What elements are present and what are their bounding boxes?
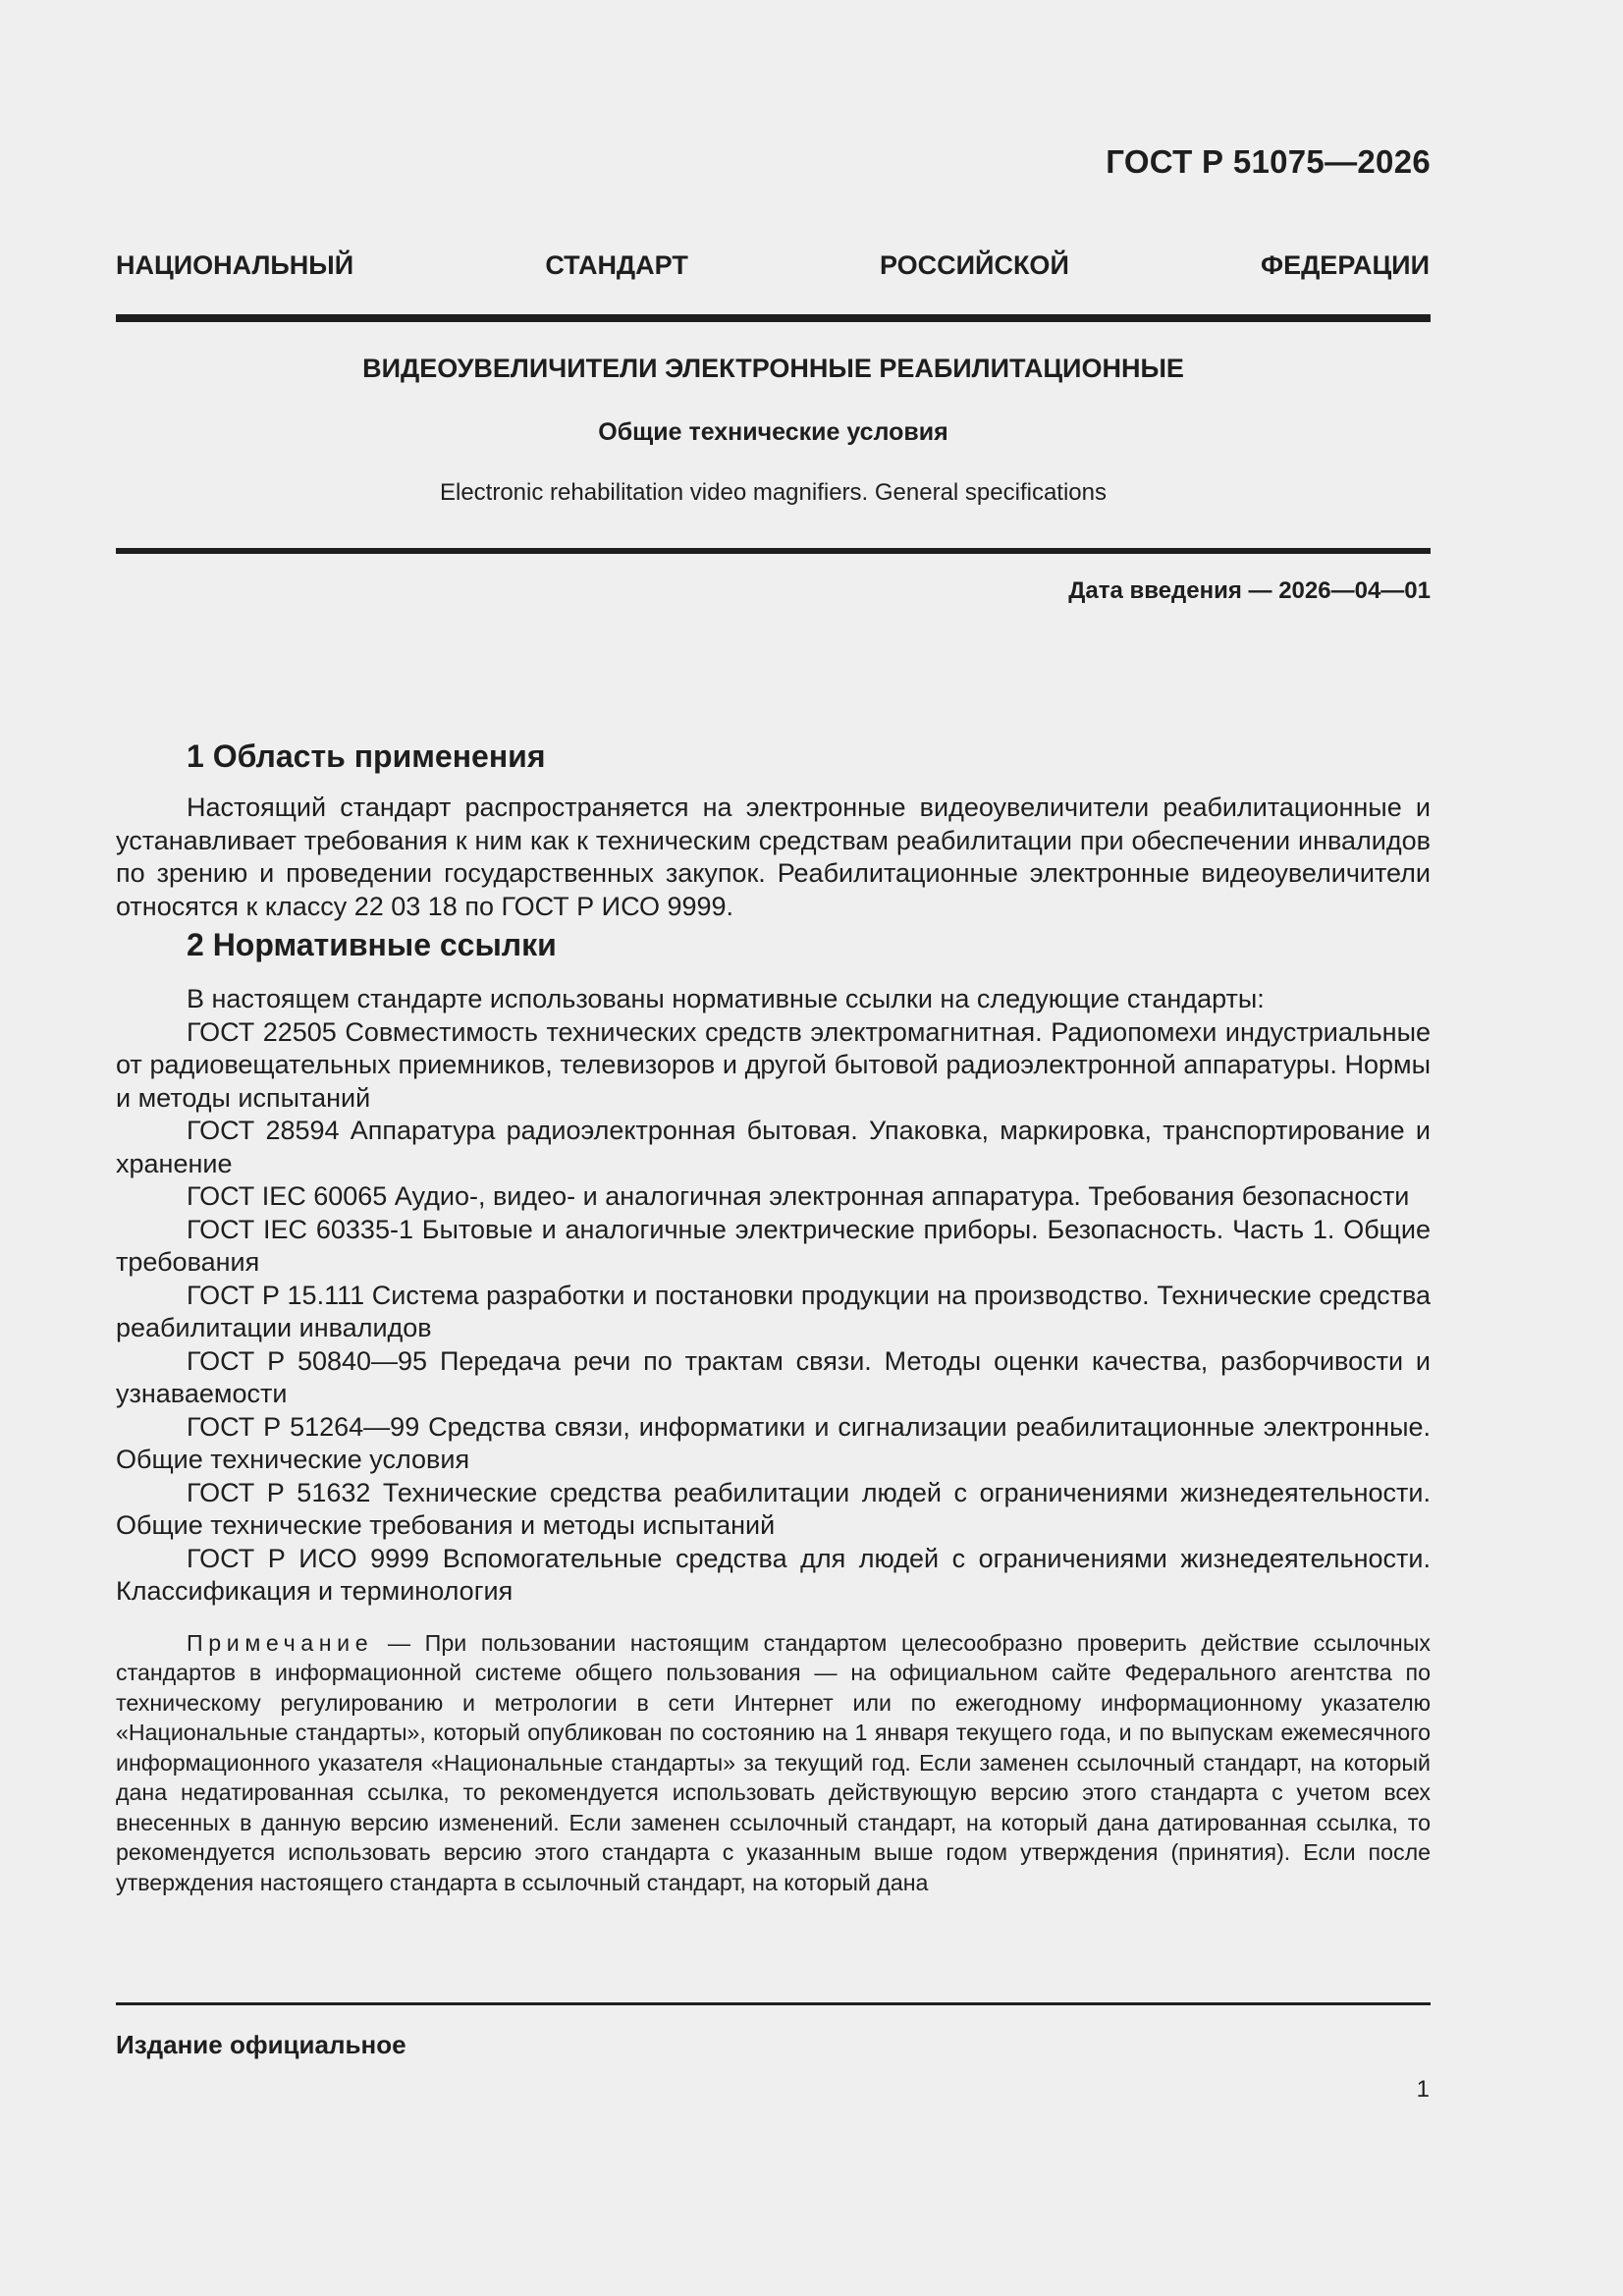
section-heading-scope: 1 Область применения — [187, 738, 546, 774]
paragraph: Настоящий стандарт распространяется на электронные видеоувеличители реабилитационные и устанавливает требования к ним как к техническим средствам реабилитации при обеспечении инвалидов по зрению и проведении государственных закупок. Реабилитационные электронные видеоувеличители относятся к классу 22 03 18 по ГОСТ Р ИСО 9999. — [116, 793, 1431, 921]
reference-item: ГОСТ Р 51264—99 Средства связи, информатики и сигнализации реабилитационные электронные. Общие технические условия — [116, 1411, 1431, 1474]
standard-number: ГОСТ Р 51075—2026 — [1106, 143, 1431, 180]
paragraph: В настоящем стандарте использованы нормативные ссылки на следующие стандарты: — [187, 984, 1265, 1013]
section-heading-normative-references: 2 Нормативные ссылки — [187, 927, 557, 962]
reference-item: ГОСТ Р 15.111 Система разработки и постановки продукции на производство. Технические средства реабилитации инвалидов — [116, 1280, 1431, 1342]
title-divider — [116, 548, 1431, 554]
document-english-title: Electronic rehabilitation video magnifiers. General specifications — [439, 479, 1107, 506]
reference-item: ГОСТ Р 50840—95 Передача речи по трактам связи. Методы оценки качества, разборчивости и узнаваемости — [116, 1345, 1431, 1408]
reference-item: ГОСТ IEC 60335-1 Бытовые и аналогичные электрические приборы. Безопасность. Часть 1. Общие требования — [116, 1214, 1431, 1277]
document-title: ВИДЕОУВЕЛИЧИТЕЛИ ЭЛЕКТРОННЫЕ РЕАБИЛИТАЦИОННЫЕ — [362, 354, 1184, 383]
document-body — [116, 735, 1431, 1920]
note-text: — При пользовании настоящим стандартом целесообразно проверить действие ссылочных стандартов в информационной системе общего пользования — на официальном сайте Федерального агентства по техническому регулированию и метрологии в сети Интернет или по ежегодному информационному указателю «Национальные стандарты», который опубликован по состоянию на 1 января текущего года, и по выпускам ежемесячного информационного указателя «Национальные стандарты» за текущий год. Если заменен ссылочный стандарт, на который дана недатированная ссылка, то рекомендуется использовать действующую версию этого стандарта с учетом всех внесенных в данную версию изменений. Если заменен ссылочный стандарт, на который дана датированная ссылка, то рекомендуется использовать версию этого стандарта с указанным выше годом утверждения (принятия). Если после утверждения настоящего стандарта в ссылочный стандарт, на который дана — [116, 1629, 1431, 1895]
section-body-normative-references — [116, 983, 1431, 1609]
section-body-scope — [116, 792, 1431, 923]
introduction-date: Дата введения — 2026—04—01 — [1068, 577, 1431, 604]
document-subtitle: Общие технические условия — [598, 418, 948, 446]
page-number: 1 — [1416, 2076, 1430, 2103]
reference-item: ГОСТ Р 51632 Технические средства реабилитации людей с ограничениями жизнедеятельности. Общие технические требования и методы испытаний — [116, 1477, 1431, 1540]
reference-item: ГОСТ Р ИСО 9999 Вспомогательные средства для людей с ограничениями жизнедеятельности. Классификация и терминология — [116, 1543, 1431, 1606]
note-paragraph — [116, 1628, 1431, 1898]
footer-divider — [116, 2002, 1431, 2005]
top-divider — [116, 314, 1431, 322]
reference-item: ГОСТ IEC 60065 Аудио-, видео- и аналогичная электронная аппаратура. Требования безопасности — [187, 1181, 1410, 1211]
edition-label: Издание официальное — [116, 2030, 406, 2059]
reference-item: ГОСТ 28594 Аппаратура радиоэлектронная бытовая. Упаковка, маркировка, транспортирование и хранение — [116, 1116, 1431, 1178]
national-standard-caption: НАЦИОНАЛЬНЫЙ СТАНДАРТ РОССИЙСКОЙ ФЕДЕРАЦИИ — [116, 250, 1430, 280]
note-label: Примечание — [187, 1629, 374, 1656]
reference-item: ГОСТ 22505 Совместимость технических средств электромагнитная. Радиопомехи индустриальные от радиовещательных приемников, телевизоров и другой бытовой радиоэлектронной аппаратуры. Нормы и методы испытаний — [116, 1016, 1431, 1113]
